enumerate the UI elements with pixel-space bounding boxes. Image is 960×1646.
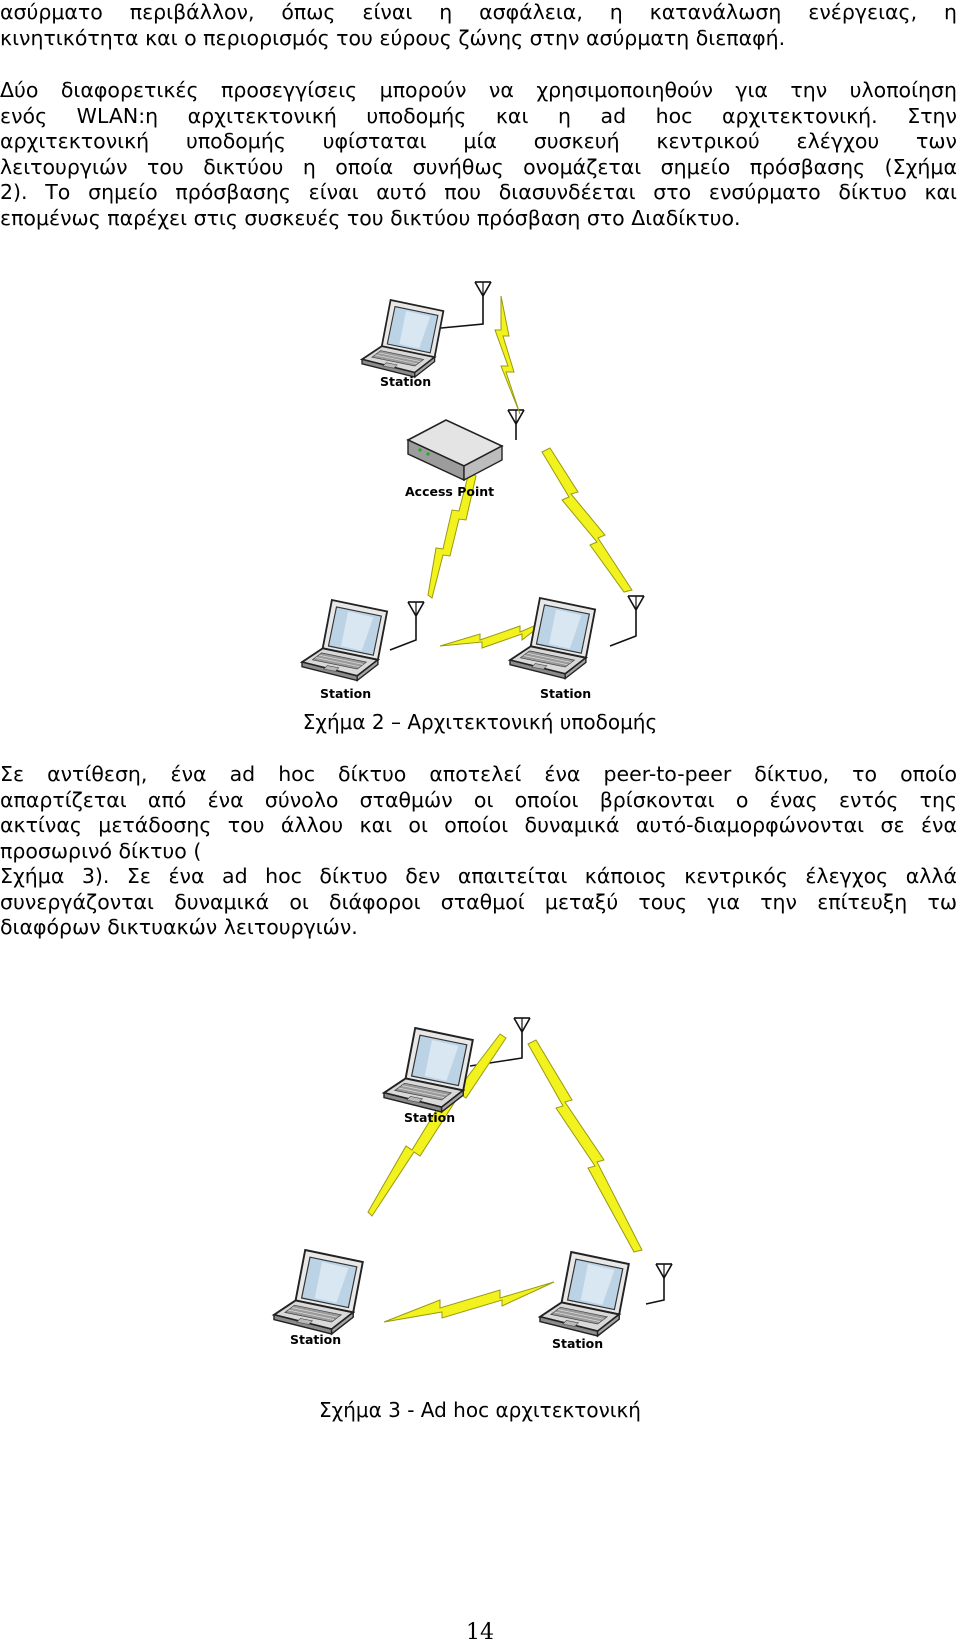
laptop-icon — [540, 1252, 629, 1336]
station-label-top: Station — [404, 1110, 456, 1125]
wireless-link-icon — [384, 1282, 554, 1322]
laptop-icon — [302, 600, 387, 681]
wireless-link-icon — [495, 296, 520, 414]
station-label-left: Station — [320, 686, 372, 701]
station-label-right: Station — [540, 686, 592, 701]
laptop-icon — [362, 300, 443, 377]
wireless-link-icon — [542, 448, 632, 592]
station-label-right: Station — [552, 1336, 604, 1351]
antenna-icon — [390, 602, 424, 650]
antenna-icon — [508, 410, 524, 440]
laptop-icon — [274, 1250, 363, 1334]
station-label-top: Station — [380, 374, 432, 389]
antenna-icon — [646, 1264, 672, 1304]
text-line: διαφόρων δικτυακών λειτουργιών. — [0, 915, 358, 939]
figure-2-caption: Σχήμα 2 – Αρχιτεκτονική υποδομής — [302, 710, 658, 734]
access-point-label: Access Point — [405, 484, 495, 499]
text-line: κινητικότητα και ο περιορισμός του εύρους ζώνης στην ασύρματη διεπαφή. — [0, 25, 786, 50]
text-line: επομένως παρέχει στις συσκευές του δικτύου πρόσβαση στο Διαδίκτυο. — [0, 205, 741, 230]
wireless-link-icon — [528, 1040, 642, 1252]
station-label-left: Station — [290, 1332, 342, 1347]
figure-3-caption: Σχήμα 3 - Ad hoc αρχιτεκτονική — [319, 1398, 641, 1422]
laptop-icon — [384, 1028, 473, 1112]
paragraph-wlan-approaches — [0, 78, 957, 231]
text-line: απαρτίζεται από ένα σύνολο σταθμών οι οποίοι βρίσκονται ο ένας εντός της — [0, 787, 957, 812]
text-line: ασύρματο περιβάλλον, όπως είναι η ασφάλεια, η κατανάλωση ενέργειας, η — [0, 0, 957, 24]
paragraph-intro-continued — [0, 0, 957, 51]
text-line: αρχιτεκτονική υποδομής υφίσταται μία συσκευή κεντρικού ελέγχου των — [0, 129, 957, 153]
antenna-icon — [610, 596, 644, 646]
text-line: λειτουργιών του δικτύου η οποία συνήθως ονομάζεται σημείο πρόσβασης (Σχήμα — [0, 154, 957, 179]
text-line: Σε αντίθεση, ένα ad hoc δίκτυο αποτελεί ένα peer-to-peer δίκτυο, το οποίο — [0, 762, 957, 786]
figure-infrastructure-diagram — [0, 262, 960, 702]
text-line: Δύο διαφορετικές προσεγγίσεις μπορούν να χρησιμοποιηθούν για την υλοποίηση — [0, 78, 957, 102]
figure-adhoc-diagram — [0, 1000, 960, 1400]
page-number: 14 — [466, 1620, 494, 1645]
text-line: προσωρινό δίκτυο ( — [0, 838, 202, 863]
text-line: ενός WLAN:η αρχιτεκτονική υποδομής και η ad hoc αρχιτεκτονική. Στην — [0, 103, 957, 128]
text-line: συνεργάζονται δυναμικά οι διάφοροι σταθμοί μεταξύ τους για την επίτευξη τω — [0, 889, 957, 914]
text-line: 2). Το σημείο πρόσβασης είναι αυτό που διασυνδέεται στο ενσύρματο δίκτυο και — [0, 180, 957, 204]
access-point-icon — [408, 420, 502, 480]
text-line: Σχήμα 3). Σε ένα ad hoc δίκτυο δεν απαιτείται κάποιος κεντρικός έλεγχος αλλά — [0, 864, 957, 888]
paragraph-adhoc — [0, 762, 957, 941]
text-line: ακτίνας μετάδοσης του άλλου και οι οποίοι δυναμικά αυτό-διαμορφώνονται σε ένα — [0, 813, 957, 837]
